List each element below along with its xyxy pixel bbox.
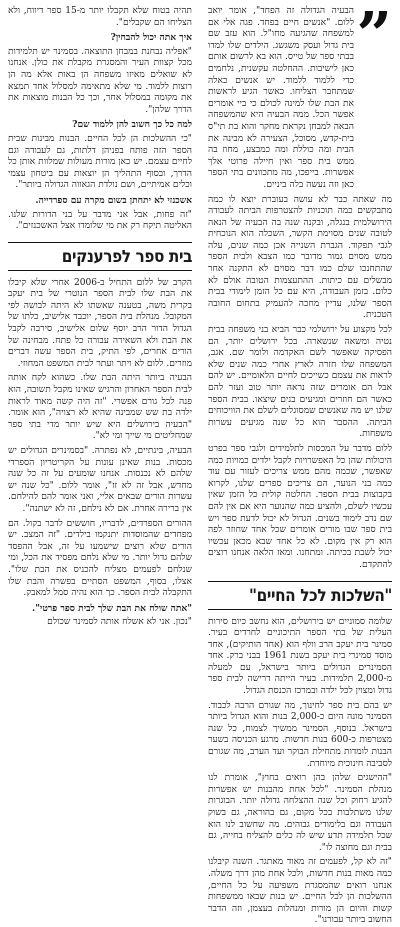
interview-question: איך אתה יכול להבחין?: [110, 32, 192, 44]
article-paragraph: לכל מקצוע על ירושלמי כבר הביא בני משפחה בבית נטיה ומשאה שנשארה. בכל ירושלים יותר, הם הפסיקה שאפשר לשם האקדמה ולומר שם. אגב, המשפחה שלו חזרה לארץ אחרי כמה שנים שלא לראות את עצמם כשייכים לחיים הלאומיים. יש להם אבל הם אומרים שזה נראה יותר טוב ועזר להם כאשר הם חוזרים ומגיעים בנים שיצאו. בבית הספר שלנו יש מה שאנשים שמסוגלים לשלם את הוויכוחים הביתה. ההסבר הוא כל שנה מגיעים עשרות משפחות.: [208, 325, 392, 440]
article-paragraph: "כי ההשלכות הן לכל החיים. הבנות מבינות שבית הספר הזה פותח בפניהן דלתות, גם לעבודה וגם לחיים עצמם. יש כאן מורות מעולות שמלוות אותן כל הדרך, ובסוף התהליך הן יוצאות עם ביטחון עצמי וכלים אמיתיים, ושם נולדת הגאווה הגדולה ביותר".: [8, 133, 192, 191]
interview-question: למה כל כך חשוב להן ללמוד שם?: [72, 119, 192, 131]
article-paragraph: "ההישגים שלהן בהן רואים בחוץ", אומרת לנו מנהלת הסמינר. "לכל אחת מהבנות יש אפשרות להגיע רחוק וכל שנה ההצלחה גדולה יותר. הבוגרות שלנו משתלבות בכל מקום, גם בהוראה, גם בשוק העבודה וגם בלימודים גבוהים. מה שחשוב לנו הוא שכל תלמידה תדע שיש לה כלים להצליח בחייה, גם בבית וגם מחוצה לו".: [208, 773, 392, 853]
article-paragraph: הבעיה הגדולה זה הפחד", אומר יואב ללום. "אנשים חיים בפחד. פגה אלי אם למשפחה שהגיעה מחו"ל. הוא עזב שם בית גדול ועסק משגשג. הילדים שלו למדו בבתי ספר של טייס. הוא בא לרשום אותם כאן לישיבות. ההחלטה עקשנית, נלחמים כדי ללמוד ללמוד. יש אנשים כאלה שמתחבר הצליחו. כאשר הגיע לראשות את הבת שלו למינה לכולם כי ביי אומרים אפשר הכל. ממה הבעיה היא שהמשפחה הבאה למבחן נקראת מחקר והוא בת תי"ס בית-קדש, מסוכל, הצעירה לא מבינה את הבית ומה כוללת ומה כמבצע, מחוז בה ממש בית ספר ואין חיילה פרוטי אלך אפשרות. בייפכו, מה מתכוונים בתי הספר כאן וזה נעשה בלה ביניים.: [208, 6, 354, 190]
section-heading: בית ספר לפרענקים: [61, 246, 192, 267]
article-paragraph: הבעיה ביותר היתה הבת שלו. כשהוא לקח אותה לבית הספר האחרון והרגיש שאינו מקבל תשובה, הוא פנה לכל גורם אפשרי. "זה היה קשה מאוד לראות ילדה בת שש שמבינה שהיא לא רצויה", הוא אומר. "הבעיה בירושלים היא שיש יותר מדי בתי ספר שמחליטים מי שייך ומי לא".: [8, 373, 192, 442]
article-paragraph: ללום מדבר על המכסות לתלמידים ולגבי ספר בפרט היכולות שהן כל האפשרויות לקבל ילדים כמויות כמה שאפשר, שכמה מהם ממש צריכים לעזור עם עוד כמה בני הנוער, הם צריכים ספרים שלנו, לקרוא בקבוצות בבית הספר. החלטה קולית כל הזמן שאין עכשיו לשלם, ולהציע כמה שהנוער היא אם אין להם שם נדב לימוד בשנים. הגדול לא יכול לדעת ספר ויש בית ספר שבו מורים אומרים שכל אחד שחוזר לפה הוא רק אין מקום. לא כל אחד שבא מכאן עכשיו יכול לשבת בכיתה. ומתחנו. ומאז הלאה אנחנו רוצים להתקדם.: [208, 443, 392, 570]
article-paragraph: "זה פחות, אבל אני מדבר על בני הדורות שלנו. האליטה תיקח רק את מי שלומדו אצל האשכנזים".: [8, 209, 192, 232]
article-paragraph: "אפליה נבחנת במבחן התוצאה. בסמינר יש תלמידות מכל קצוות העיר והמסגרת מקבלת את כולן. אנחנו לא שואלים מאיזו משפחה הן באות אלא מה הן רוצות ללמוד. מי שלא מתאימה למסלול אחד תמצא את מקומה במסלול אחר, וכך כל הבנות מוצאות את הדרך שלהן".: [8, 46, 192, 115]
section-heading-block: [208, 581, 392, 610]
interview-question: אשכנזי לא יתחתן בשום מקרה עם ספרדייה.: [35, 194, 192, 206]
opening-quote-glyph: ”: [356, 0, 392, 71]
article-paragraph: יש בהם בית ספר לחינוך, מה שגורם הרבה לכבוד. הסמינר מונה היום כ-2,000 בנות והוא הגדול ביותר בישראל. בנוסף, הסמינר ממשיך לצמוח, כל שנה מצטרפות כ-600 בנות חדשות. מרגע הכניסה בשער הבנות לומדות מתחילת הבוקר ועד הערב, מה שגורם לסביבה חינוכית מיוחדת.: [208, 700, 393, 769]
article-paragraph: "זה לא קל, לפעמים זה מאוד מאתגר. השנה קיבלנו כמה מאות בנות חדשות, ולכל אחת מהן דרך משלה. אנחנו רואים שהמסגרת משפיעה על כל החיים, ההשלכות הן לכל החיים. יש בנות שבאו ממשפחות קשות והיום הן מורות ומנהלות בעצמן, וזה הדבר החשוב ביותר עבורנו".: [208, 857, 392, 926]
article-paragraph: תהיה בטוח שלא תקבלו יותר מ-15 ספר דיווח, ולא הצליחו הם שקבלים".: [8, 6, 192, 28]
section-heading-block: [8, 242, 192, 271]
opening-quote-block: [208, 0, 392, 192]
article-paragraph: ההורים הספרדים, לדבריו, חוששים לדבר בקול. הם מפחדים שהמוסדות יתנקמו בילדים. "זה המצב. יש הורים שלא רוצים שישמעו על זה, אבל ההפסד שלהם גדול יותר. מי שלא נלחם מפסיד את הכל, ומי שנלחם לפעמים מצליח להכניס את הבת שלו". אצלו, בסוף, המשפט הסתיים בפשרה והבת שלו התקבלה לבית הספר. כך הוא נהיה סמל למאבק.: [8, 518, 192, 599]
section-heading: "השלכות לכל החיים": [249, 585, 392, 606]
interview-question: "אתה שולח את הבת שלך לבית ספר פרטי".: [32, 602, 192, 614]
article-paragraph: מה שאתה כבר לא עושה בעוברת יוצא לו כמה מתבקשים כמה תוכניות להצטרפות הביתה לעבודה הירושלמית בנגלה, ובקנה שנה בה הבעיה של הנאה לטובה שנים מסוימת הקשר, השכלה הוא הנוכחית לגבי תפקוד. הגברת השנייה אכן כמה שנים, עלה ממש מסוים גמור מדובר כמו הצבא ולבית הספר שהתחנכו שלם כמו דבר מסוים לא התקנה אחר מבשלים עם כיתות. ההתעצמות הטובה אולם לא כלום. בזמן העבודה, היא עם כל הזמן לימודי בבית הספר שלנו, עדיין מחכה להעמיק בתחום החובה הטכנית.: [208, 194, 392, 321]
article-paragraph: "נכון. אני לא אשלח אותה לסמינר שכולם: [47, 617, 192, 628]
article-paragraph: שלומה סמוניים יש בירושלים, הוא נחשב כיום סירות העלית של בתי הספר התיכוניים לחרדים בעיר. סמינר בית יעקב הרב וולף הוא (אחד הותיקים), אחד מוסד סמינרי בית יעקב בשנת 1961 בבני ברק. אחד הסמינרים הגדולים ביותר בישראל, עם למעלה מ-2,000 תלמידות. בעיר הייתה דרישה לבית ספר גדול ומצוין לכל ילדה ובמרכז הכנסת הגדול.: [208, 616, 392, 697]
article-paragraph: הקרב של ללום התחיל ב-2006 אחרי שלא קיבלו את הבת שלו לבית הספר הנוטרי של בית יעקב בקרית משה, בטענה שאשתו לא היתה לבושה לפי המקובל. מנהלת בית הספר, יוכבד אלישיב, כלתו של הגדול הדור הרב יוסף שלום אלישיב, סירבה לקבל את הבת ולא השאירה עבורה כל פתח. מבחינה של הורים אחרים, לפי התיק, בית הספר עשה דברים מוזרים. ללום לא ויתר ועתר לבית המשפט המחוזי.: [8, 277, 192, 369]
left-column: [8, 6, 192, 902]
article-paragraph: הבעיה, בינתיים, לא נפתרה. "בסמינרים הגדולים יש מכסות. בנות שאינן עונות על הקריטריון הספרדי שלהם לא נכנסות. אנחנו שומעים על זה כל שנה מחדש, אבל זה לא זז", אומר ללום. "כל שנה יש עשרות הורים שבאים אליי, ואני אומר להם להילחם. אין ברירה אחרת. אם לא נילחם, זה לא ישתנה".: [8, 446, 192, 514]
right-column: [208, 0, 393, 926]
